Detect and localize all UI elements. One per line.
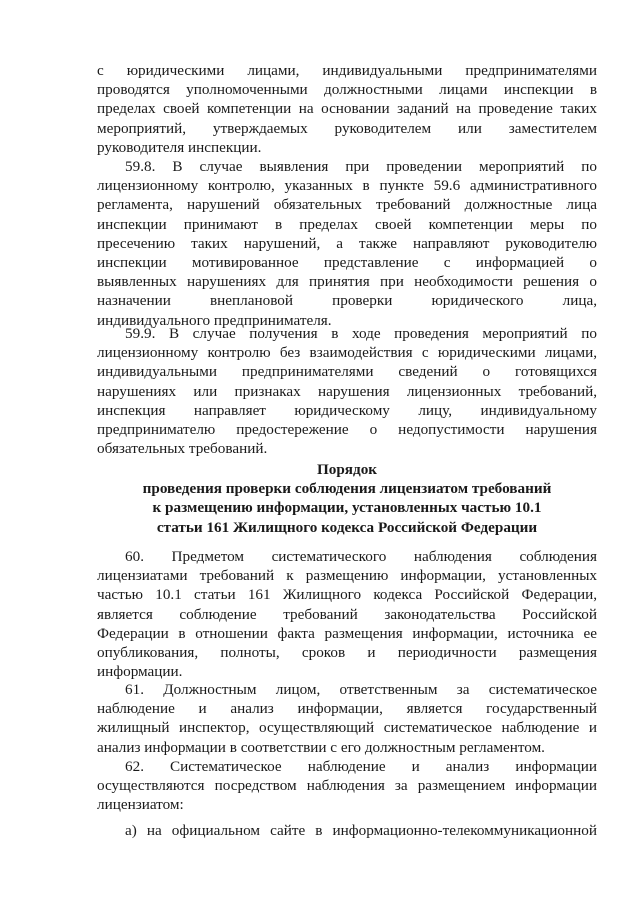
paragraph-61 [97, 680, 597, 757]
text-line: инспекции принимают в пределах своей компетенции меры по [97, 215, 597, 233]
paragraph-continuation [97, 61, 597, 157]
text-line: частью 10.1 статьи 161 Жилищного кодекса Российской Федерации, [97, 586, 597, 604]
paragraph-62-a [97, 821, 597, 840]
text-line: регламента, нарушений обязательных требований должностные лица [97, 196, 597, 214]
heading-line: к размещению информации, установленных частью 10.1 [152, 499, 542, 517]
text-line: обязательных требований. [97, 440, 268, 458]
text-line: 60. Предметом систематического наблюдения соблюдения [125, 548, 597, 565]
heading-line: Порядок [316, 461, 378, 478]
text-line: 59.8. В случае выявления при проведении мероприятий по [125, 158, 597, 175]
text-line: инспекции мотивированное представление с информацией о [97, 253, 597, 271]
text-line: лицензионному контролю без взаимодействия с юридическими лицами, [97, 344, 597, 362]
text-line: индивидуального предпринимателя. [97, 311, 332, 329]
text-line: 59.9. В случае получения в ходе проведения мероприятий по [125, 325, 597, 342]
text-line: 62. Систематическое наблюдение и анализ информации [125, 758, 597, 775]
text-line: руководителя инспекции. [97, 138, 262, 156]
text-line: проводятся уполномоченными должностными лицами инспекции в [97, 81, 597, 99]
paragraph-62 [97, 757, 597, 815]
text-line: является соблюдение требований законодательства Российской [97, 605, 597, 623]
text-line: нарушениях или признаках нарушения лицензионных требований, [97, 382, 597, 400]
text-line: назначении внеплановой проверки юридического лица, [97, 292, 597, 310]
text-line: лицензиатами требований к размещению информации, установленных [97, 567, 597, 585]
section-heading [97, 460, 597, 537]
text-line: жилищный инспектор, осуществляющий систематическое наблюдение и [97, 719, 597, 737]
text-line: 61. Должностным лицом, ответственным за систематическое [125, 681, 597, 698]
text-line: лицензионному контролю, указанных в пункте 59.6 административного [97, 177, 597, 195]
text-line: информации. [97, 663, 183, 681]
text-line: инспекция направляет юридическому лицу, индивидуальному [97, 401, 597, 419]
paragraph-59-9 [97, 324, 597, 458]
text-line: опубликования, полноты, сроков и периодичности размещения [97, 643, 597, 661]
text-line: а) на официальном сайте в информационно-телекоммуникационной [125, 822, 597, 839]
text-line: выявленных нарушениях для принятия при необходимости решения о [97, 273, 597, 291]
text-line: наблюдение и анализ информации, является государственный [97, 700, 597, 718]
text-line: пресечению таких нарушений, а также направляют руководителю [97, 234, 597, 252]
heading-line: статьи 161 Жилищного кодекса Российской Федерации [156, 518, 538, 536]
text-line: осуществляются посредством наблюдения за размещением информации [97, 777, 597, 795]
paragraph-59-8 [97, 157, 597, 330]
text-line: анализ информации в соответствии с его должностным регламентом. [97, 738, 545, 756]
text-line: лицензиатом: [97, 796, 184, 814]
text-line: мероприятий, утверждаемых руководителем или заместителем [97, 119, 597, 137]
heading-line: проведения проверки соблюдения лицензиатом требований [142, 480, 552, 498]
text-line: с юридическими лицами, индивидуальными предпринимателями [97, 62, 597, 79]
text-line: пределах своей компетенции на основании заданий на проведение таких [97, 100, 597, 118]
paragraph-60 [97, 547, 597, 681]
text-line: Федерации в отношении факта размещения информации, источника ее [97, 624, 597, 642]
text-line: предпринимателю предостережение о недопустимости нарушения [97, 420, 597, 438]
text-line: индивидуальными предпринимателями сведений о готовящихся [97, 363, 597, 381]
